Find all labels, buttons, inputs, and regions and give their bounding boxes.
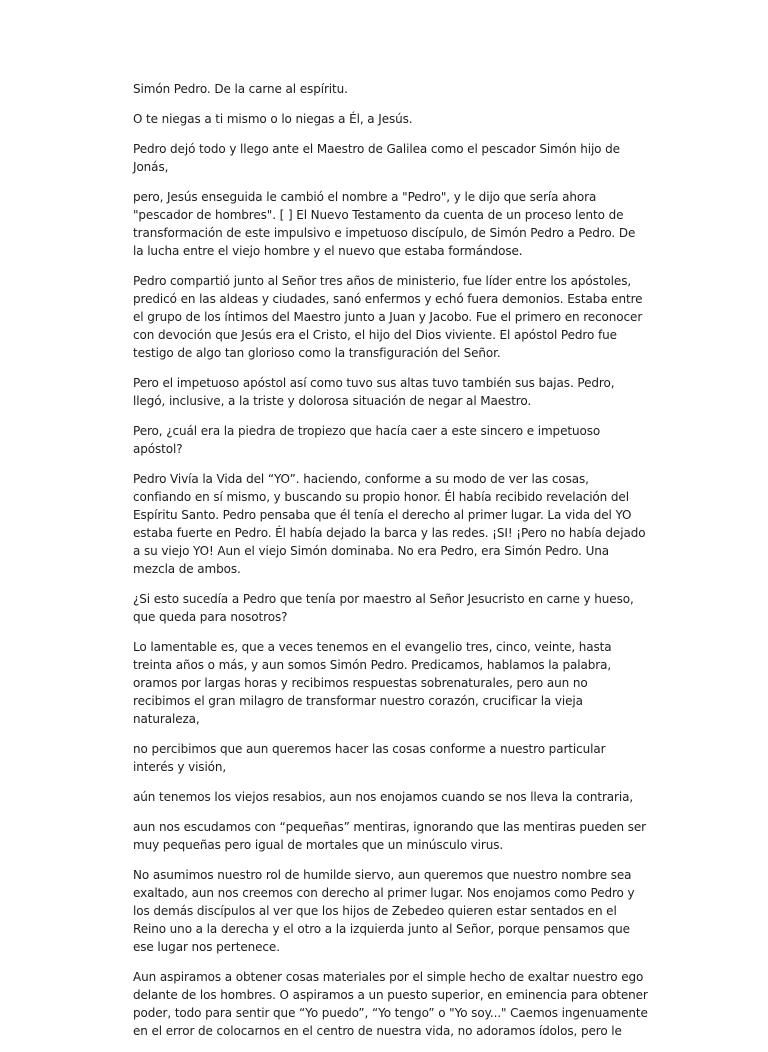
document-title: Simón Pedro. De la carne al espíritu. [133,82,348,96]
document-body [133,80,648,1052]
paragraph: Lo lamentable es, que a veces tenemos en el evangelio tres, cinco, veinte, hasta treinta años o más, y aun somos Simón Pedro. Predicamos, hablamos la palabra, oramos por largas horas y recibimos respuestas sobrenaturales, pero aun no recibimos el gran milagro de transformar nuestro corazón, crucificar la vieja naturaleza, [133,640,612,726]
paragraph: Pero el impetuoso apóstol así como tuvo sus altas tuvo también sus bajas. Pedro, llegó, inclusive, a la triste y dolorosa situación de negar al Maestro. [133,376,615,408]
paragraph: O te niegas a ti mismo o lo niegas a Él, a Jesús. [133,112,413,126]
paragraph: no percibimos que aun queremos hacer las cosas conforme a nuestro particular interés y visión, [133,742,606,774]
paragraph: Pedro Vivía la Vida del “YO”. haciendo, conforme a su modo de ver las cosas, confiando en sí mismo, y buscando su propio honor. Él había recibido revelación del Espíritu Santo. Pedro pensaba que él tenía el derecho al primer lugar. La vida del YO estaba fuerte en Pedro. Él había dejado la barca y las redes. ¡SI! ¡Pero no había dejado a su viejo YO! Aun el viejo Simón dominaba. No era Pedro, era Simón Pedro. Una mezcla de ambos. [133,472,646,576]
paragraph: Pedro compartió junto al Señor tres años de ministerio, fue líder entre los apóstoles, predicó en las aldeas y ciudades, sanó enfermos y echó fuera demonios. Estaba entre el grupo de los íntimos del Maestro junto a Juan y Jacobo. Fue el primero en reconocer con devoción que Jesús era el Cristo, el hijo del Dios viviente. El apóstol Pedro fue testigo de algo tan glorioso como la transfiguración del Señor. [133,274,643,360]
paragraph: Aun aspiramos a obtener cosas materiales por el simple hecho de exaltar nuestro ego delante de los hombres. O aspiramos a un puesto superior, en eminencia para obtener poder, todo para sentir que “Yo puedo”, “Yo tengo” o "Yo soy..." Caemos ingenuamente en el error de colocarnos en el centro de nuestra vida, no adoramos ídolos, pero le [133,970,648,1038]
paragraph: No asumimos nuestro rol de humilde siervo, aun queremos que nuestro nombre sea exaltado, aun nos creemos con derecho al primer lugar. Nos enojamos como Pedro y los demás discípulos al ver que los hijos de Zebedeo quieren estar sentados en el Reino uno a la derecha y el otro a la izquierda junto al Señor, porque pensamos que ese lugar nos pertenece. [133,868,635,954]
paragraph: aun nos escudamos con “pequeñas” mentiras, ignorando que las mentiras pueden ser muy pequeñas pero igual de mortales que un minúsculo virus. [133,820,647,852]
paragraph: pero, Jesús enseguida le cambió el nombre a "Pedro", y le dijo que sería ahora "pescador de hombres". [ ] El Nuevo Testamento da cuenta de un proceso lento de transformación de este impulsivo e impetuoso discípulo, de Simón Pedro a Pedro. De la lucha entre el viejo hombre y el nuevo que estaba formándose. [133,190,636,258]
paragraph: ¿Si esto sucedía a Pedro que tenía por maestro al Señor Jesucristo en carne y hueso, que queda para nosotros? [133,592,634,624]
paragraph: Pedro dejó todo y llego ante el Maestro de Galilea como el pescador Simón hijo de Jonás, [133,142,620,174]
paragraph: aún tenemos los viejos resabios, aun nos enojamos cuando se nos lleva la contraria, [133,790,634,804]
paragraph: Pero, ¿cuál era la piedra de tropiezo que hacía caer a este sincero e impetuoso apóstol? [133,424,601,456]
